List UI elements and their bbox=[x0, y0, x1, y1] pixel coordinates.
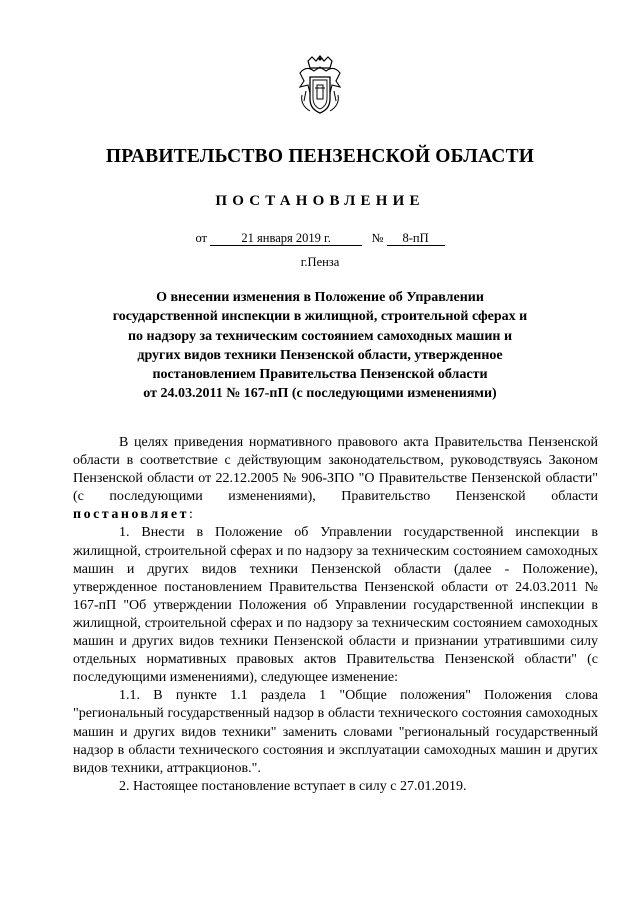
number-prefix: № bbox=[371, 231, 384, 245]
title-line: от 24.03.2011 № 167-пП (с последующими изменениями) bbox=[143, 386, 497, 402]
city: г.Пенза bbox=[300, 255, 340, 269]
document-date: 21 января 2019 г. bbox=[210, 231, 362, 246]
date-number-row bbox=[0, 231, 640, 246]
paragraph-1: 1. Внести в Положение об Управлении государственной инспекции в жилищной, строительной сферах и по надзору за техническим состоянием самоходных машин и других видов техники Пензенской области (далее - Положение), утвержденное постановлением Правительства Пензенской области от 24.03.2011 № 167-пП "Об утверждении Положения об Управлении государственной инспекции в жилищной, строительной сферах и по надзору за техническим состоянием самоходных машин и других видов техники Пензенской области и признании утратившими силу отдельных нормативных правовых актов Правительства Пензенской области" (с последующими изменениями), следующее изменение: bbox=[73, 525, 598, 686]
title-line: других видов техники Пензенской области, утвержденное bbox=[137, 347, 503, 363]
title-line: О внесении изменения в Положение об Управлении bbox=[156, 290, 484, 305]
paragraph-1-1: 1.1. В пункте 1.1 раздела 1 "Общие положения" Положения слова "региональный государственный надзор в области технического состояния самоходных машин и других видов техники" заменить словами "региональный государственный надзор в области технического состояния и эксплуатации самоходных машин и других видов техники, аттракционов.". bbox=[73, 688, 598, 776]
document-type: ПОСТАНОВЛЕНИЕ bbox=[215, 193, 425, 209]
date-prefix: от bbox=[195, 231, 207, 245]
government-name: ПРАВИТЕЛЬСТВО ПЕНЗЕНСКОЙ ОБЛАСТИ bbox=[105, 146, 535, 167]
coat-of-arms-icon bbox=[296, 55, 344, 117]
intro-paragraph bbox=[73, 434, 598, 524]
intro-end: : bbox=[188, 507, 193, 523]
paragraph-2: 2. Настоящее постановление вступает в силу с 27.01.2019. bbox=[119, 778, 467, 794]
intro-text: В целях приведения нормативного правового акта Правительства Пензенской области в соответствие с действующим законодательством, руководствуясь Законом Пензенской области от 22.12.2005 № 906-ЗПО "О Правительстве Пензенской области" (с последующими изменениями), Правительство Пензенской области bbox=[73, 435, 598, 505]
document-number: 8-пП bbox=[387, 231, 445, 246]
title-line: постановлением Правительства Пензенской области bbox=[152, 367, 488, 383]
decision-word: постановляет bbox=[73, 507, 189, 523]
title-line: государственной инспекции в жилищной, строительной сферах и bbox=[112, 309, 528, 325]
document-body bbox=[73, 434, 598, 796]
title-line: по надзору за техническим состоянием самоходных машин и bbox=[127, 328, 513, 344]
document-title bbox=[100, 288, 540, 404]
